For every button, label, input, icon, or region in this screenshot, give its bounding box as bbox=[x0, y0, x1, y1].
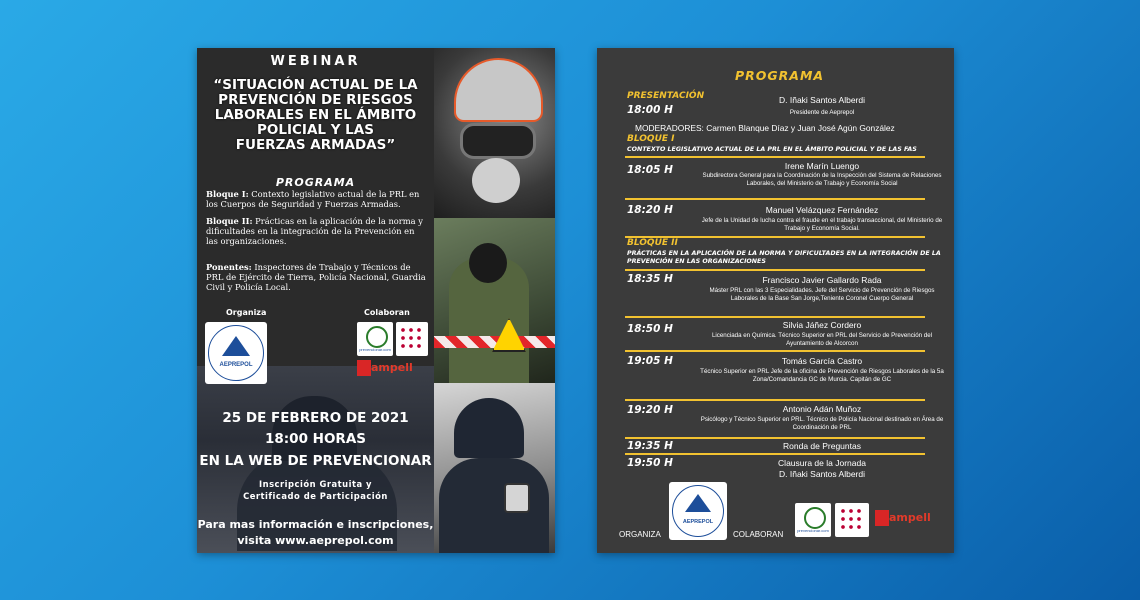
gas-mask-shape bbox=[469, 243, 507, 283]
divider bbox=[625, 198, 925, 200]
inscripcion-text: Inscripción Gratuita y bbox=[258, 479, 372, 489]
colaboran-label: COLABORAN bbox=[733, 530, 784, 539]
helmet-shape bbox=[454, 58, 543, 122]
organiza-label: Organiza bbox=[226, 308, 267, 317]
divider bbox=[625, 437, 925, 439]
title-line: PREVENCIÓN DE RIESGOS bbox=[218, 92, 413, 108]
time-1920: 19:20 H bbox=[627, 404, 673, 416]
prevencionar-logo-name: prevencionar.com bbox=[797, 528, 829, 533]
divider bbox=[625, 269, 925, 271]
time-1905: 19:05 H bbox=[627, 355, 673, 367]
bloque-2-heading: BLOQUE II bbox=[627, 238, 678, 248]
prevencionar-logo-name: prevencionar.com bbox=[359, 347, 391, 352]
aeprepol-logo bbox=[205, 322, 267, 384]
time-1950: 19:50 H bbox=[627, 457, 673, 469]
police-patch-icon bbox=[504, 483, 530, 513]
bloque-1-heading: BLOQUE I bbox=[627, 134, 675, 144]
speaker-janez: Silvia Jáñez Cordero bbox=[782, 320, 862, 330]
colaboran-label: Colaboran bbox=[364, 308, 410, 317]
webinar-poster bbox=[197, 48, 555, 553]
speaker-janez-role: Licenciada en Química. Técnico Superior en PRL del Servicio de Prevención del Ayuntamiento de Alcorcon bbox=[711, 332, 933, 347]
info-text: Para mas información e inscripciones, bbox=[197, 518, 434, 531]
bloque-1-subtitle: CONTEXTO LEGISLATIVO ACTUAL DE LA PRL EN EL ÁMBITO POLICIAL Y DE LAS FAS bbox=[627, 146, 917, 153]
check-icon bbox=[804, 507, 826, 529]
event-date: 25 DE FEBRERO DE 2021 bbox=[222, 410, 409, 426]
aac-logo bbox=[835, 503, 869, 537]
poster-title bbox=[197, 78, 434, 153]
officer-cap-shape bbox=[272, 396, 357, 461]
aac-dots-icon bbox=[839, 507, 865, 533]
lampell-logo-name: ampell bbox=[371, 361, 413, 374]
prevencionar-logo bbox=[357, 322, 393, 356]
organiza-label: ORGANIZA bbox=[619, 530, 661, 539]
speaker-marin-role: Subdirectora General para la Coordinación de la Inspección del Sistema de Relaciones Laborales, del Ministerio de Trabajo y Economía Social bbox=[702, 172, 942, 187]
poster-header bbox=[197, 48, 434, 366]
aeprepol-logo-name: AEPREPOL bbox=[219, 362, 253, 368]
bloque-2-desc: Prácticas en la aplicación de la norma y dificultades en la integración de la Prevención en las organizaciones. bbox=[206, 216, 423, 246]
speaker-gallardo: Francisco Javier Gallardo Rada bbox=[762, 275, 882, 285]
divider bbox=[625, 350, 925, 352]
title-line: “SITUACIÓN ACTUAL DE LA bbox=[213, 77, 418, 93]
speaker-garcia-role: Técnico Superior en PRL Jefe de la oficina de Prevención de Riesgos Laborales de la 5a Zona/Comandancia GC de Murcia. Capitán de GC bbox=[700, 368, 944, 383]
check-icon bbox=[366, 326, 388, 348]
lampell-logo-name: ampell bbox=[889, 511, 931, 524]
divider bbox=[625, 156, 925, 158]
photo-column bbox=[434, 48, 555, 553]
title-line: FUERZAS ARMADAS” bbox=[235, 137, 396, 153]
speaker-adan-role: Psicólogo y Técnico Superior en PRL. Técnico de Policía Nacional destinado en Área de Coordinación de PRL bbox=[700, 416, 944, 431]
aeprepol-logo bbox=[669, 482, 727, 540]
speaker-marin: Irene Marín Luengo bbox=[784, 161, 860, 171]
webinar-label: WEBINAR bbox=[270, 54, 361, 69]
bloque-2-text bbox=[206, 216, 428, 246]
police-body-shape bbox=[439, 458, 549, 553]
goggles-shape bbox=[460, 123, 536, 159]
bloque-1-desc: Contexto legislativo actual de la PRL en los Cuerpos de Seguridad y Fuerzas Armadas. bbox=[206, 189, 420, 209]
firefighter-photo bbox=[434, 48, 555, 218]
bloque-2-label: Bloque II: bbox=[206, 216, 253, 226]
programa-label: PROGRAMA bbox=[275, 176, 356, 189]
time-1820: 18:20 H bbox=[627, 204, 673, 216]
bloque-2-subtitle: PRÁCTICAS EN LA APLICACIÓN DE LA NORMA Y DIFICULTADES EN LA INTEGRACIÓN DE LA PREVENCIÓN EN LAS ORGANIZACIONES bbox=[627, 250, 941, 265]
speaker-gallardo-role: Máster PRL con las 3 Especialidades. Jefe del Servicio de Prevención de Riesgos Laborales de la Base San Jorge,Teniente Coronel Cuerpo General bbox=[709, 287, 935, 302]
ponentes-label: Ponentes: bbox=[206, 262, 252, 272]
mask-shape bbox=[472, 158, 520, 203]
police-photo bbox=[434, 383, 555, 553]
time-1805: 18:05 H bbox=[627, 164, 673, 176]
ponentes-text bbox=[206, 262, 428, 292]
lampell-logo bbox=[357, 360, 417, 376]
caution-tape bbox=[434, 336, 555, 348]
title-line: LABORALES EN EL ÁMBITO bbox=[214, 107, 417, 123]
divider bbox=[625, 453, 925, 455]
bloque-1-text bbox=[206, 189, 428, 209]
divider bbox=[625, 399, 925, 401]
certificado-text: Certificado de Participación bbox=[243, 491, 388, 501]
lampell-logo bbox=[875, 510, 935, 526]
aac-logo bbox=[396, 322, 428, 356]
speaker-santos-role: Presidente de Aeprepol bbox=[789, 109, 855, 116]
hazmat-photo bbox=[434, 218, 555, 383]
speaker-garcia: Tomás García Castro bbox=[781, 356, 863, 366]
bloque-1-label: Bloque I: bbox=[206, 189, 249, 199]
time-1935: 19:35 H bbox=[627, 440, 673, 452]
presentacion-heading: PRESENTACIÓN bbox=[627, 91, 705, 101]
lampell-square-icon bbox=[875, 510, 889, 526]
title-line: POLICIAL Y LAS bbox=[257, 122, 374, 138]
moderadores-text: MODERADORES: Carmen Blanque Díaz y Juan José Agún González bbox=[635, 123, 895, 133]
ronda-preguntas: Ronda de Preguntas bbox=[783, 441, 861, 451]
prevencionar-logo bbox=[795, 503, 831, 537]
speaker-velazquez-role: Jefe de la Unidad de lucha contra el fraude en el trabajo transaccional, del Ministerio de Trabajo y Economía Social. bbox=[701, 217, 943, 232]
program-flyer bbox=[597, 48, 954, 553]
ponentes-desc: Inspectores de Trabajo y Técnicos de PRL de Ejército de Tierra, Policía Nacional, Guardia Civil y Policía Local. bbox=[206, 262, 426, 292]
website-link[interactable]: visita www.aeprepol.com bbox=[237, 534, 394, 547]
clausura: Clausura de la Jornada bbox=[778, 458, 866, 468]
lampell-square-icon bbox=[357, 360, 371, 376]
time-1850: 18:50 H bbox=[627, 323, 673, 335]
time-1835: 18:35 H bbox=[627, 273, 673, 285]
speaker-adan: Antonio Adán Muñoz bbox=[782, 404, 862, 414]
program-title: PROGRAMA bbox=[735, 68, 825, 83]
aeprepol-logo-name: AEPREPOL bbox=[682, 519, 714, 525]
divider bbox=[625, 316, 925, 318]
speaker-santos: D. Iñaki Santos Alberdi bbox=[779, 95, 865, 105]
aac-dots-icon bbox=[399, 326, 425, 352]
police-cap-shape bbox=[454, 398, 524, 458]
event-time: 18:00 HORAS bbox=[264, 431, 366, 447]
clausura-speaker: D. Iñaki Santos Alberdi bbox=[779, 469, 865, 479]
speaker-velazquez: Manuel Velázquez Fernández bbox=[765, 205, 879, 215]
event-location: EN LA WEB DE PREVENCIONAR bbox=[199, 453, 432, 469]
time-1800: 18:00 H bbox=[627, 104, 673, 116]
